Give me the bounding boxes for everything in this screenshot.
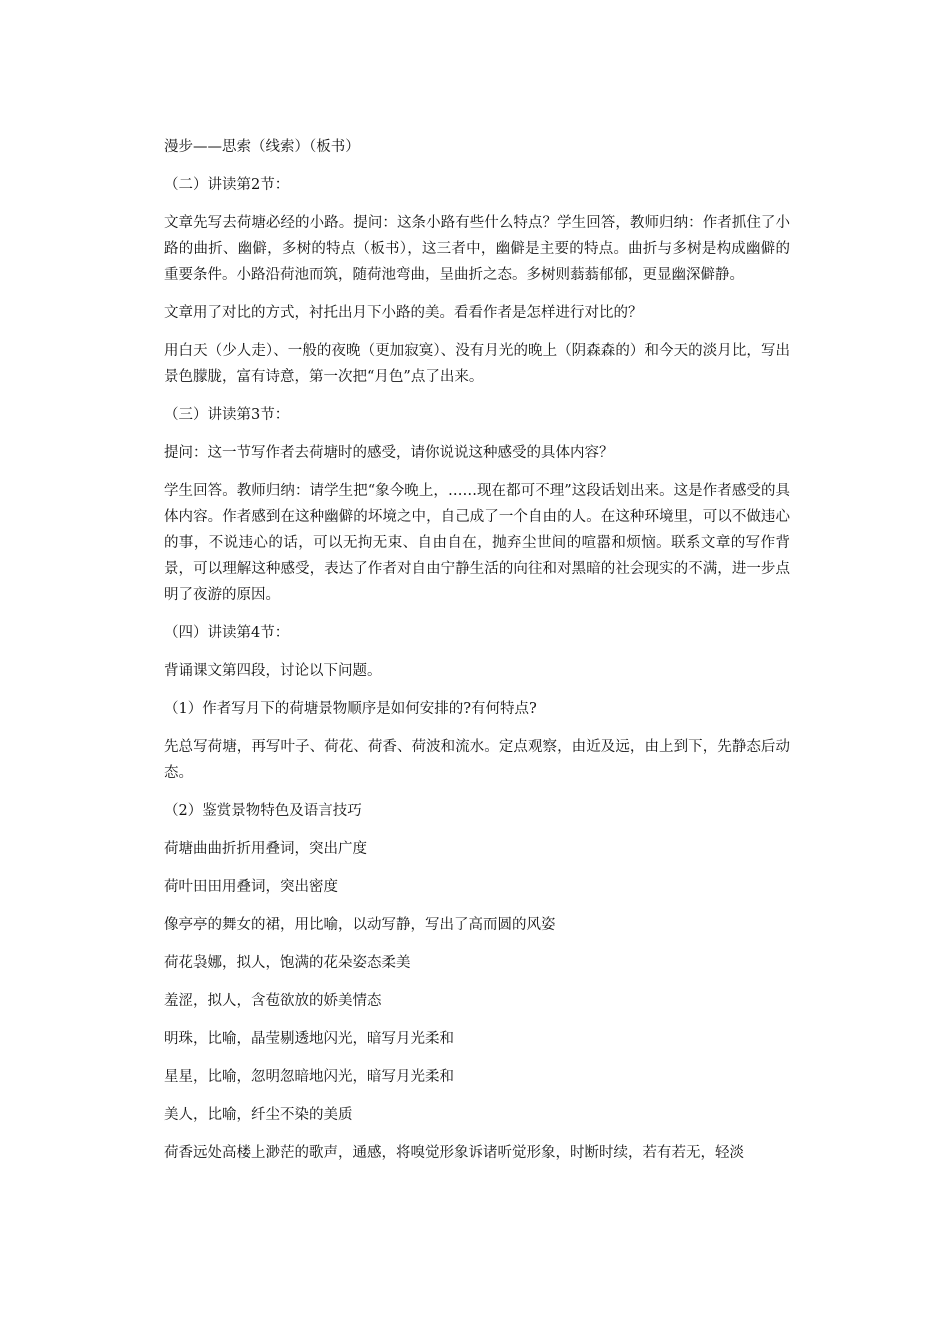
- paragraph-1: 漫步——思索（线索）（板书）: [164, 139, 360, 155]
- list-item: 像亭亭的舞女的裙，用比喻，以动写静，写出了高而圆的风姿: [164, 917, 556, 933]
- paragraph-8: 学生回答。教师归纳：请学生把“象今晚上，……现在都可不理”这段话划出来。这是作者感受的具体内容。作者感到在这种幽僻的坏境之中，自己成了一个自由的人。在这种环境里，可以不做违心的事，不说违心的话，可以无拘无束、自由自在，抛弃尘世间的喧嚣和烦恼。联系文章的写作背景，可以理解这种感受，表达了作者对自由宁静生活的向往和对黑暗的社会现实的不满，进一步点明了夜游的原因。: [164, 483, 790, 603]
- document-page: [164, 134, 790, 1178]
- question-1: （1）作者写月下的荷塘景物顺序是如何安排的?有何特点?: [164, 701, 537, 717]
- list-item: 荷花袅娜，拟人，饱满的花朵姿态柔美: [164, 955, 411, 971]
- paragraph-5: 用白天（少人走）、一般的夜晚（更加寂寞）、没有月光的晚上（阴森森的）和今天的淡月比，写出景色朦胧，富有诗意，第一次把“月色”点了出来。: [164, 343, 790, 385]
- list-item: 荷叶田田用叠词，突出密度: [164, 879, 338, 895]
- paragraph-4: 文章用了对比的方式，衬托出月下小路的美。看看作者是怎样进行对比的？: [164, 305, 643, 321]
- section-heading-3: （三）讲读第3节：: [164, 407, 290, 423]
- list-item: 星星，比喻，忽明忽暗地闪光，暗写月光柔和: [164, 1069, 454, 1085]
- paragraph-12: 先总写荷塘，再写叶子、荷花、荷香、荷波和流水。定点观察，由近及远，由上到下，先静态后动态。: [164, 739, 790, 781]
- paragraph-3: 文章先写去荷塘必经的小路。提问：这条小路有些什么特点？学生回答，教师归纳：作者抓住了小路的曲折、幽僻，多树的特点（板书），这三者中，幽僻是主要的特点。曲折与多树是构成幽僻的重要条件。小路沿荷池而筑，随荷池弯曲，呈曲折之态。多树则蓊蓊郁郁，更显幽深僻静。: [164, 215, 790, 283]
- list-item: 美人，比喻，纤尘不染的美质: [164, 1107, 353, 1123]
- paragraph-10: 背诵课文第四段，讨论以下问题。: [164, 663, 382, 679]
- section-heading-4: （四）讲读第4节：: [164, 625, 290, 641]
- paragraph-7: 提问：这一节写作者去荷塘时的感受，请你说说这种感受的具体内容？: [164, 445, 614, 461]
- question-2: （2）鉴赏景物特色及语言技巧: [164, 803, 362, 819]
- list-item: 荷塘曲曲折折用叠词，突出广度: [164, 841, 367, 857]
- section-heading-2: （二）讲读第2节：: [164, 177, 290, 193]
- list-item: 羞涩，拟人，含苞欲放的娇美情态: [164, 993, 382, 1009]
- list-item: 明珠，比喻，晶莹剔透地闪光，暗写月光柔和: [164, 1031, 454, 1047]
- list-item: 荷香远处高楼上渺茫的歌声，通感，将嗅觉形象诉诸听觉形象，时断时续，若有若无，轻淡: [164, 1145, 744, 1161]
